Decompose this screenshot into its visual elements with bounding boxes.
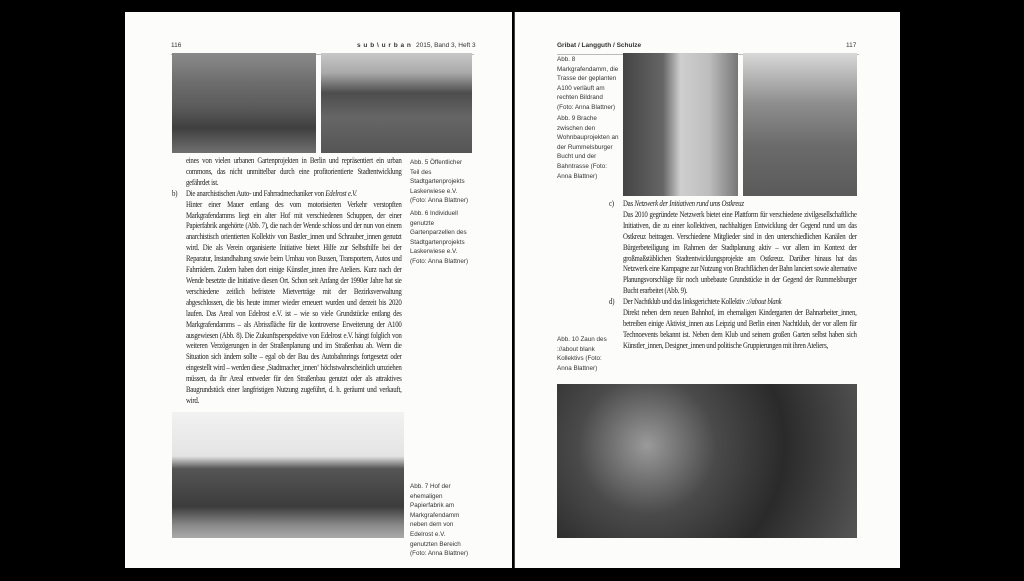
page-number: 116: [171, 42, 182, 49]
item-title: Der Nachtklub und das linksgerichtete Kollektiv: [622, 297, 745, 307]
item-label: b): [172, 188, 178, 198]
body-text: [609, 199, 857, 352]
item-label: c): [609, 199, 614, 208]
item-title: Das: [622, 199, 633, 208]
running-head-authors: Gribat / Langguth / Schulze: [557, 42, 642, 49]
item-label: d): [609, 297, 615, 307]
right-page: [514, 12, 900, 568]
list-item-b: [172, 189, 402, 407]
item-text: Direkt neben dem neuen Bahnhof, im ehemaligen Kindergarten der Bahnarbeiter_innen, betreiben einige Aktivist_innen aus Leipzig und Berlin einen Nachtklub, der vor allem für Technoevents bekannt ist. Neben dem Klub und seinem großen Garten selbst haben sich Künstler_innen, Designer_innen und politische Gruppierungen mit ihren Ateliers,: [622, 308, 857, 350]
photo-abb8: [623, 53, 738, 196]
item-title: Die anarchistischen Auto- und Fahrradmechaniker von: [185, 188, 324, 198]
caption-abb6: Abb. 6 Individuell genutzte Gartenparzellen des Stadtgartenprojekts Laskerwiese e.V. (Foto: Anna Blattner): [410, 210, 469, 265]
photo-abb10: [557, 384, 857, 538]
list-item-d: [609, 297, 857, 352]
photo-abb6: [321, 53, 472, 153]
caption-abb8: Abb. 8 Markgrafendamm, die Trasse der geplanten A100 verläuft am rechten Bildrand (Foto: Anna Blattner): [557, 56, 619, 111]
issue-info: 2015, Band 3, Heft 3: [416, 42, 476, 49]
photo-abb7: [172, 412, 404, 538]
photo-abb5: [172, 53, 316, 153]
page-number: 117: [846, 42, 857, 49]
body-text: [172, 156, 402, 407]
photo-abb9: [743, 53, 857, 196]
item-text: Hinter einer Mauer entlang des vom motorisierten Verkehr verstopften Markgrafendamms liegt ein alter Hof mit verschiedenen Schuppen, der einer Papierfabrik angehörte (Abb. 7), die nach der Wende schloss und der nun von einem anarchistisch orientierten Kollektiv von Bastler_innen und Schrauber_innen genutzt wird. Die als Verein organisierte Initiative bietet Hilfe zur Selbsthilfe bei der Reparatur, Instandhaltung sowie beim Umbau von Bussen, Transportern, Autos und Fahrrädern. Zudem haben dort einige Künstler_innen ihre Ateliers. Kurz nach der Wende besetzte die Initiative diesen Ort. Schon seit Anfang der 1990er Jahre hat sie verschiedene zeitlich befristete Mietverträge mit der Bezirksverwaltung abgeschlossen, die bis heute immer wieder erneuert wurden und derzeit bis 2020 laufen. Das Areal von Edelrost e.V. ist – wie so viele Grundstücke entlang des Markgrafendamms – als Abrissfläche für die kontroverse Erweiterung der A100 ausgewiesen (Abb. 8). Die Zukunftsperspektive von Edelrost e.V. hängt folglich von weiteren Verzögerungen in der Straßenplanung und im Straßenbau ab. Wenn die Situation sich ändern sollte – egal ob der Bau des Autobahnrings fortgesetzt oder eingestellt wird – werden diese ‚Stadtmacher_innen‘ höchstwahrscheinlich umziehen müssen, da ihr Areal entweder für den Straßenbau genutzt oder als attraktives Baugrundstück einer langfristigen Nutzung zugeführt, d. h. geräumt und verkauft, wird.: [185, 199, 402, 405]
item-title-italic: Netzwerk der Initiativen rund ums Ostkreuz: [634, 199, 744, 208]
list-item-c: [609, 199, 857, 297]
caption-abb5: Abb. 5 Öffentlicher Teil des Stadtgartenprojekts Laskerwiese e.V. (Foto: Anna Blattner): [410, 159, 469, 205]
item-text: Das 2010 gegründete Netzwerk bietet eine Plattform für verschiedene zivilgesellschaftliche Initiativen, die zu einer kollektiven, nachhaltigen Entwicklung der Gegend rund um das Ostkreuz beitragen. Verschiedene Mitglieder sind in den unterschiedlichen Kanälen der Bürgerbeteiligung im Rahmen der Stadtplanung aktiv – vor allem im Kontext der großmaßstäblichen Stadtentwicklungsprojekte am Ostkreuz. Darüber hinaus hat das Netzwerk eine Kampagne zur Nutzung von Brachflächen der Bahn lanciert sowie alternative Planungsvorschläge für noch unbebaute Grundstücke in der Gegend der Rummelsburger Bucht erarbeitet (Abb. 9).: [622, 209, 857, 296]
item-title-italic: ://about blank: [746, 297, 782, 307]
journal-name: s u b \ u r b a n: [357, 42, 412, 49]
caption-abb10: Abb. 10 Zaun des ://about blank Kollektivs (Foto: Anna Blattner): [557, 336, 607, 372]
caption-abb9: Abb. 9 Brache zwischen den Wohnbauprojekten an der Rummelsburger Bucht und der Bahntrasse (Foto: Anna Blattner): [557, 115, 619, 180]
continued-paragraph: eines von vielen urbanen Gartenprojekten in Berlin und repräsentiert ein urban commons, das nicht unmittelbar durch eine profitorientierte Stadtentwicklung gefährdet ist.: [185, 156, 402, 187]
left-page: [125, 12, 512, 568]
item-title-italic: Edelrost e.V.: [325, 188, 357, 198]
caption-abb7: Abb. 7 Hof der ehemaligen Papierfabrik am Markgrafendamm neben dem von Edelrost e.V. genutzten Bereich (Foto: Anna Blattner): [410, 483, 469, 558]
